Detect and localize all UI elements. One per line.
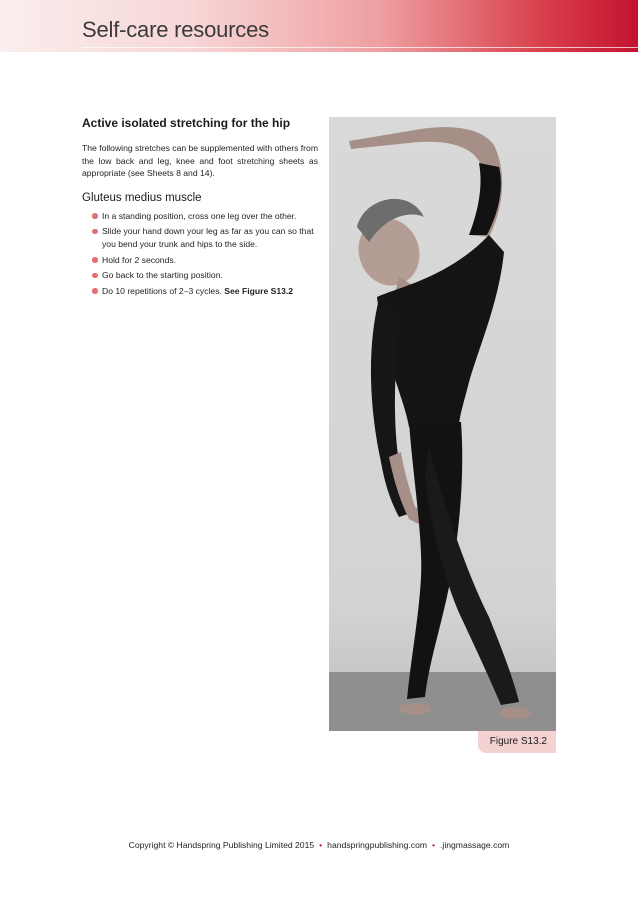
woman-side-stretch-illustration <box>329 117 556 731</box>
figure-reference: See Figure S13.2 <box>224 285 294 296</box>
page-header <box>0 0 638 52</box>
bullet-icon <box>92 273 98 279</box>
publisher-link[interactable]: handspringpublishing.com <box>327 840 428 850</box>
bullet-icon <box>92 257 98 263</box>
text-column <box>82 116 318 300</box>
muscle-title: Gluteus medius muscle <box>82 191 202 204</box>
page-title: Self-care resources <box>82 17 269 42</box>
header-rule <box>82 47 638 48</box>
list-item <box>92 225 318 250</box>
figure-caption-tab <box>478 731 556 753</box>
copyright-text: Copyright © Handspring Publishing Limited 2015 <box>128 840 315 850</box>
bullet-icon <box>92 288 98 294</box>
section-title: Active isolated stretching for the hip <box>82 116 291 130</box>
list-item <box>92 254 318 267</box>
step-text: Do 10 repetitions of 2–3 cycles. <box>102 285 222 296</box>
partner-link[interactable]: .jingmassage.com <box>440 840 510 850</box>
exercise-photo <box>329 117 556 731</box>
bullet-icon <box>92 213 98 219</box>
step-text: Go back to the starting position. <box>102 270 223 281</box>
intro-paragraph: The following stretches can be supplemented with others from the low back and leg, knee and foot stretching sheets as appropriate (see Sheets 8 and 14). <box>82 143 318 179</box>
step-text: Hold for 2 seconds. <box>102 254 177 265</box>
list-item <box>92 285 318 298</box>
page-footer <box>0 840 638 850</box>
step-text: Slide your hand down your leg as far as you can so that you bend your trunk and hips to the side. <box>102 226 314 249</box>
bullet-icon <box>92 229 98 235</box>
list-item <box>92 269 318 282</box>
separator-dot-icon: • <box>319 840 323 850</box>
step-text: In a standing position, cross one leg over the other. <box>102 210 297 221</box>
separator-dot-icon: • <box>432 840 436 850</box>
list-item <box>92 210 318 223</box>
figure-label: Figure S13.2 <box>489 736 547 747</box>
steps-list <box>82 210 318 298</box>
